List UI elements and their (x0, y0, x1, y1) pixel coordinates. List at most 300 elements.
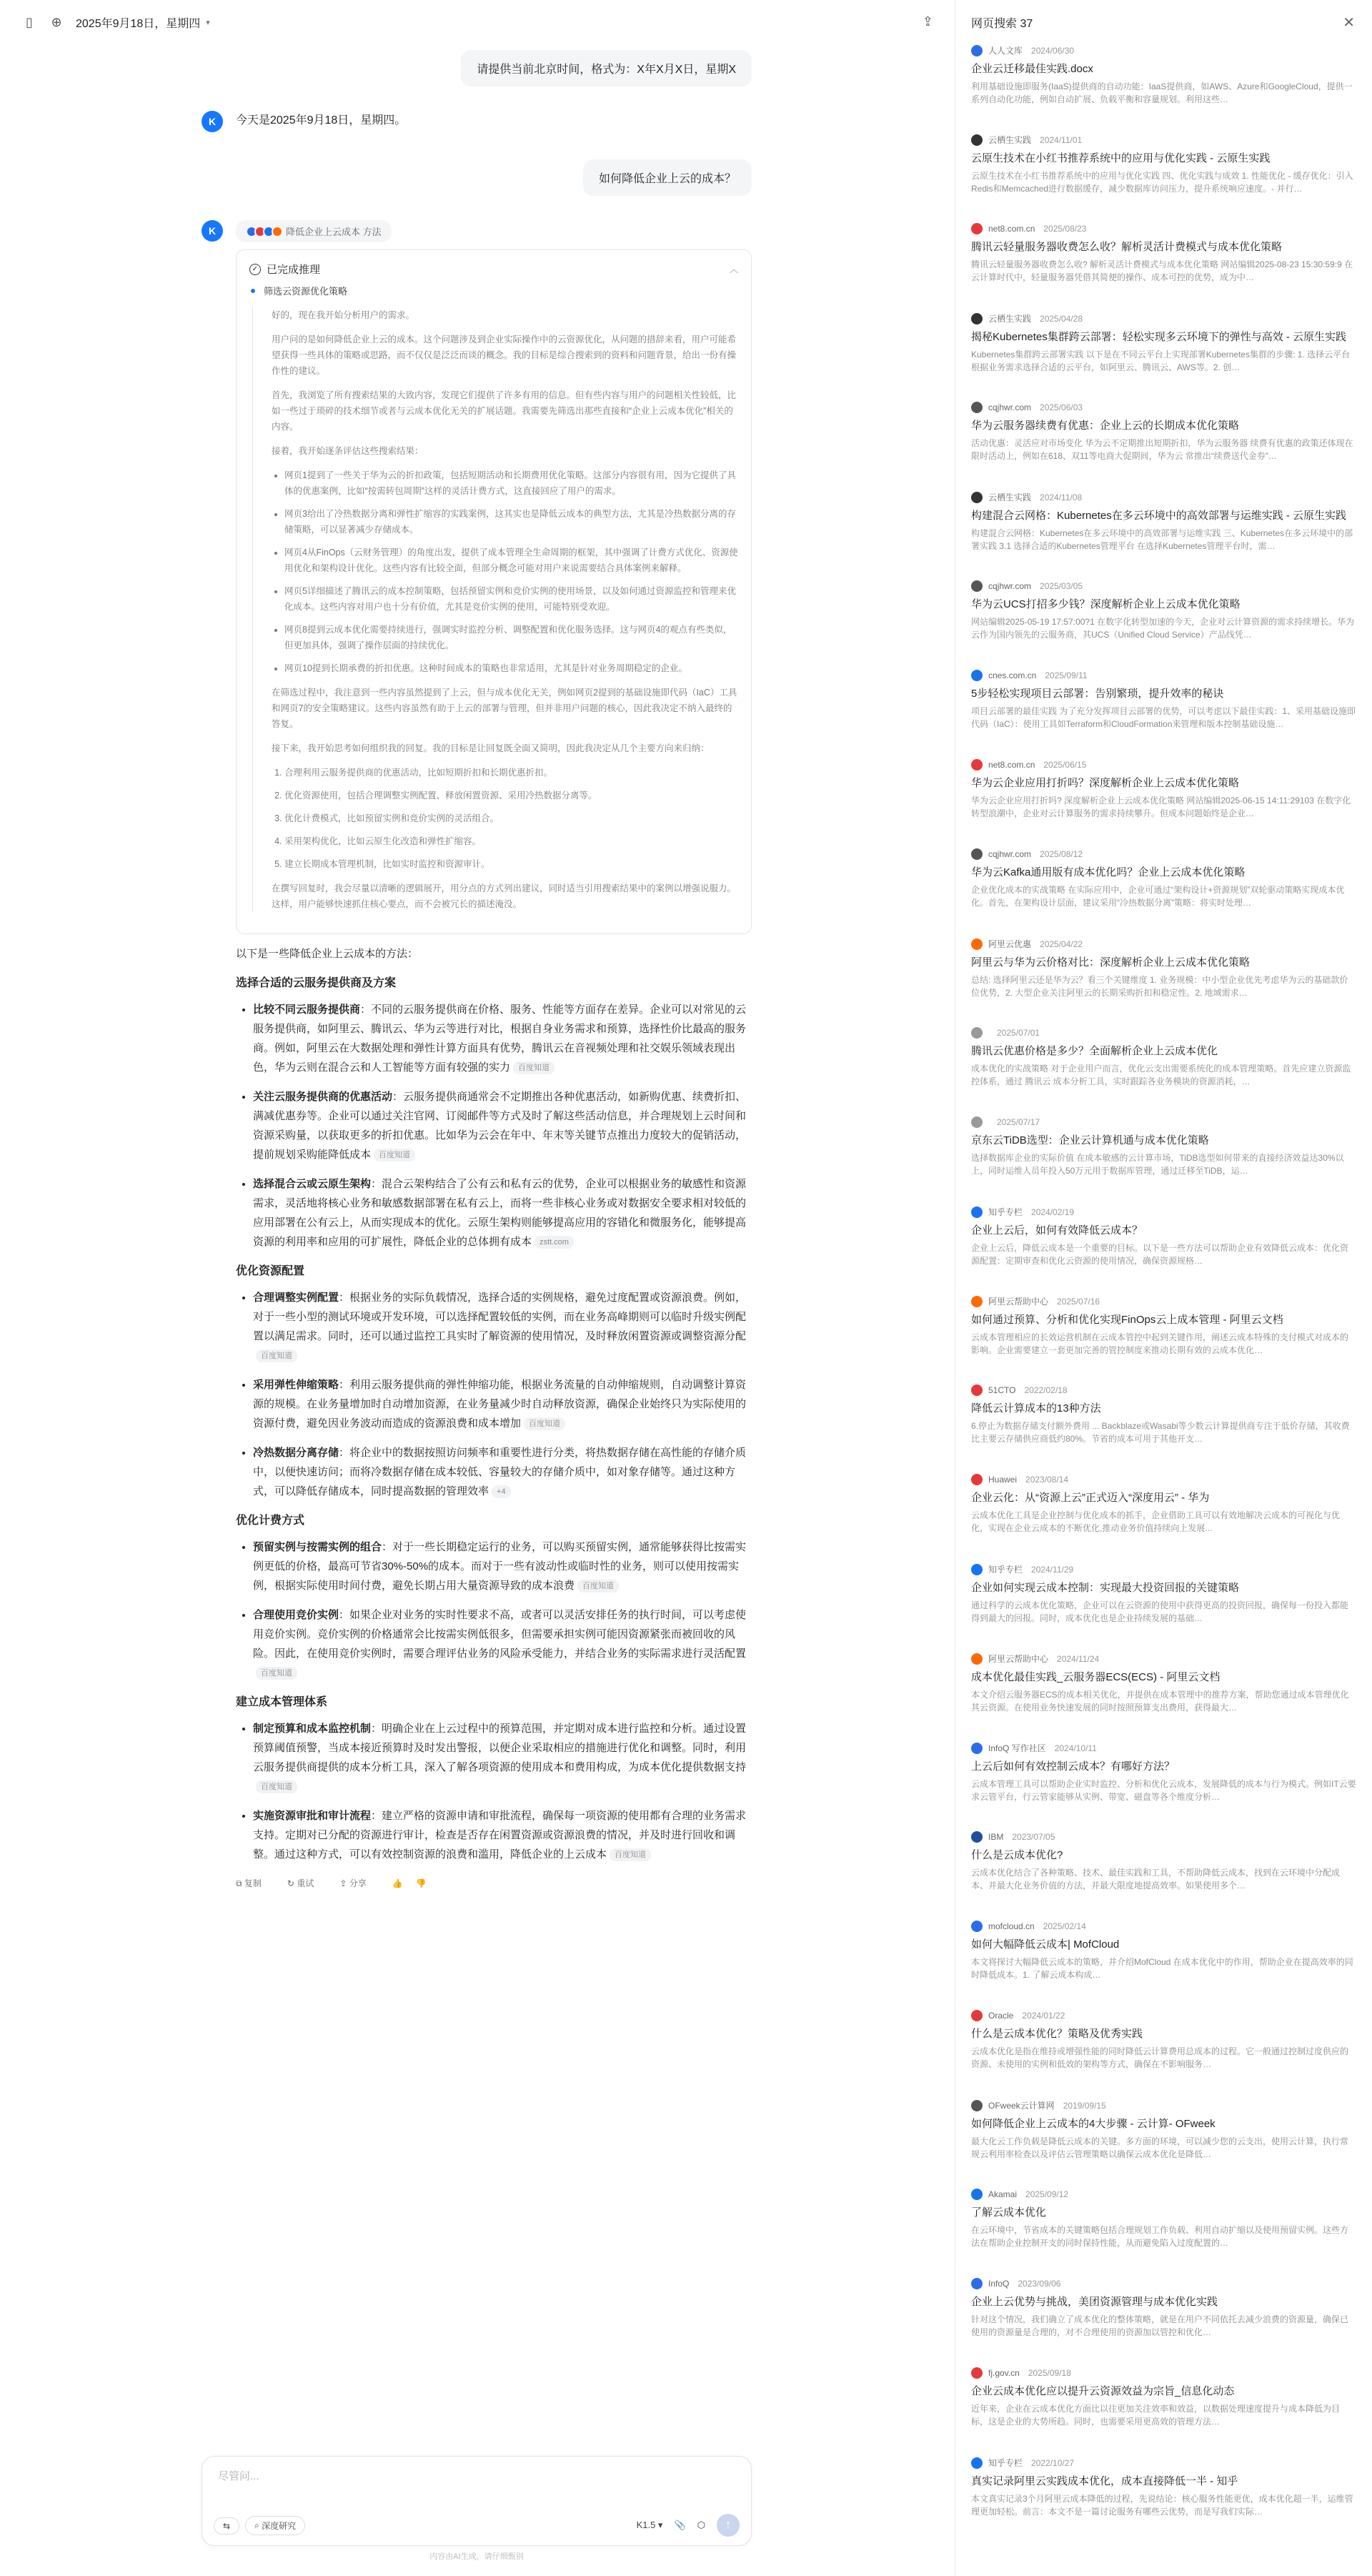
result-source: net8.com.cn (988, 760, 1035, 770)
result-snippet: Kubernetes集群跨云部署实践 以下是在不同云平台上实现部署Kubernetes集群的步骤: 1. 选择云平台 根据业务需求选择合适的云平台，如阿里云、腾讯云、AWS等。2. 创… (971, 350, 1351, 372)
result-title[interactable]: 企业云迁移最佳实践.docx (971, 63, 1093, 75)
search-result[interactable] (971, 1384, 1356, 1474)
site-favicon-icon (971, 1116, 983, 1128)
result-title[interactable]: 上云后如何有效控制云成本？有哪好方法？ (971, 1760, 1175, 1773)
site-favicon-icon (971, 1474, 983, 1485)
item-body: ：利用云服务提供商的弹性伸缩功能，根据业务流量的自动伸缩规则，自动调整计算资源的规模。在业务量增加时自动增加资源，在业务量减少时自动释放资源，确保企业始终只为实际使用的资源付费，避免因业务波动而造成的资源浪费和成本增加 (253, 1379, 747, 1430)
result-source-row (971, 1116, 1356, 1128)
assistant-text: 今天是2025年9月18日，星期四。 (236, 114, 407, 127)
citation-badge[interactable]: 百度知道 (374, 1149, 415, 1161)
result-snippet: 构建混合云网格：Kubernetes在多云环境中的高效部署与运维实践 三、Kubernetes在多云环境中的部署实践 3.1 选择合适的Kubernetes管理平台 在选择Kubernetes管理平台时，需… (971, 528, 1353, 551)
answer-item (253, 1087, 752, 1164)
search-result[interactable] (971, 1027, 1356, 1116)
result-title[interactable]: 如何大幅降低云成本| MofCloud (971, 1938, 1120, 1951)
result-source: cnes.com.cn (988, 670, 1037, 680)
chevron-down-icon[interactable]: ▾ (206, 18, 210, 27)
result-source-row (971, 312, 1356, 325)
reasoning-numbered-list (284, 765, 738, 872)
disclaimer: 内容由AI生成，请仔细甄别 (429, 2552, 524, 2561)
item-title: 比较不同云服务提供商 (253, 1004, 361, 1016)
site-favicon-icon (971, 1653, 983, 1665)
result-date: 2025/07/01 (997, 1028, 1040, 1038)
source-logos-icon (246, 226, 280, 237)
result-source-row (971, 759, 1356, 771)
reasoning-paragraph: 首先，我浏览了所有搜索结果的大致内容，发现它们提供了许多有用的信息。但有些内容与用户的问题相关性较低，比如一些过于琐碎的技术细节或者与云成本优化无关的扩展话题。我需要先筛选出那些直接和“企业上云成本优化”相关的内容。 (272, 390, 737, 432)
search-result[interactable] (971, 1921, 1356, 2010)
search-result[interactable] (971, 1474, 1356, 1563)
chevron-up-icon[interactable]: ︿ (729, 264, 738, 274)
user-message: 请提供当前北京时间，格式为：X年X月X日，星期X (461, 50, 752, 86)
search-result[interactable] (971, 134, 1356, 223)
citation-badge[interactable]: 百度知道 (610, 1848, 651, 1861)
result-date: 2024/01/22 (1022, 2011, 1065, 2021)
result-source-row (971, 402, 1356, 413)
thumbs-down-icon[interactable]: 👎 (415, 1878, 427, 1888)
item-body: ：根据业务的实际负载情况，选择合适的实例规格，避免过度配置或资源浪费。例如，对于一些小型的测试环境或开发环境，可以选择配置较低的实例，而在业务高峰期则可以临时升级实例配置以满足需求。同时，还可以通过监控工具实时了解资源的使用情况，及时释放闲置资源或调整资源分配 (253, 1292, 747, 1342)
search-result[interactable] (971, 402, 1356, 491)
result-date: 2025/06/03 (1040, 402, 1083, 412)
cube-icon[interactable]: ⬡ (697, 2520, 705, 2530)
site-favicon-icon (971, 1207, 983, 1218)
result-date: 2025/03/05 (1040, 581, 1083, 591)
result-title[interactable]: 什么是云成本优化？策略及优秀实践 (971, 2028, 1143, 2040)
sliders-icon: ⇆ (223, 2520, 231, 2531)
search-result[interactable] (971, 1295, 1356, 1384)
result-title[interactable]: 如何通过预算、分析和优化实现FinOps云上成本管理 - 阿里云文档 (971, 1314, 1283, 1326)
assistant-message (202, 111, 752, 131)
search-result[interactable] (971, 580, 1356, 670)
result-source-row (971, 1027, 1356, 1039)
item-body: ：建立严格的资源申请和审批流程，确保每一项资源的使用都有合理的业务需求支持。定期对已分配的资源进行审计，检查是否存在闲置资源或资源浪费的情况，并及时进行回收和调整。通过这种方式，可以有效控制资源的浪费和滥用，降低企业的上云成本 (253, 1810, 747, 1861)
result-source-row (971, 134, 1356, 146)
result-snippet: 最大化云工作负载是降低云成本的关键。多方面的环境，可以减少您的云支出，使用云计算，执行常规云利用率检查以及评估云管理策略以确保云成本优化是降低… (971, 2136, 1349, 2159)
result-title[interactable]: 企业云成本优化应以提升云资源效益为宗旨_信息化动态 (971, 2385, 1235, 2397)
reasoning-paragraph: 接着，我开始逐条评估这些搜索结果： (272, 446, 424, 456)
answer-item (253, 1806, 752, 1864)
citation-badge[interactable]: 百度知道 (256, 1349, 297, 1362)
result-date: 2025/09/11 (1045, 670, 1088, 680)
result-date: 2024/06/30 (1031, 45, 1075, 56)
result-title[interactable]: 京东云TiDB选型：企业云计算机通与成本优化策略 (971, 1134, 1209, 1146)
item-body: ：如果企业对业务的实时性要求不高，或者可以灵活安排任务的执行时间，可以考虑使用竞价实例。竞价实例的价格通常会比按需实例低很多，但需要承担实例可能因资源紧张而被回收的风险。因此，在使用竞价实例时，需要合理评估业务的风险承受能力，并结合业务的实际需求进行灵活配置 (253, 1609, 747, 1660)
site-favicon-icon (971, 45, 983, 56)
result-snippet: 腾讯云轻量服务器收费怎么收? 解析灵活计费模式与成本优化策略 网站编辑2025-08-23 15:30:59:9 在云计算时代中，轻量服务器凭借其简便的操作、成本可控的优势，成为中… (971, 259, 1353, 282)
answer (236, 944, 752, 1893)
share-button[interactable]: ⇪ 分享 (339, 1878, 367, 1888)
reasoning-paragraph: 在筛选过程中，我注意到一些内容虽然提到了上云，但与成本优化无关，例如网页2提到的基础设施即代码（IaC）工具和网页7的安全策略建议。这些内容虽然有助于上云的部署与管理，但并非用户问题的核心，因此我决定不纳入最终的答复。 (272, 688, 737, 729)
site-favicon-icon (971, 1743, 983, 1754)
reasoning-numbered-item: 5. 建立长期成本管理机制，比如实时监控和资源审计。 (284, 856, 738, 872)
share-icon[interactable]: ⇪ (922, 14, 933, 29)
sidebar-toggle-icon[interactable]: ▯ (26, 14, 33, 29)
result-snippet: 云成本优化是指在维持或增强性能的同时降低云计算费用总成本的过程。它一般通过控制过度供应的资源、未使用的实例和低效的架构等方式，确保在不影响服务… (971, 2046, 1349, 2069)
result-snippet: 近年来，企业在云成本优化方面比以往更加关注效率和效益，以数据处理速度提升与成本降低为目标，这是企业的大势所趋。同时，也需要采用更高效的管理方法… (971, 2404, 1341, 2427)
result-source: IBM (988, 1832, 1004, 1842)
result-snippet: 云成本优化工具是企业控制与优化成本的抓手，企业借助工具可以有效地解决云成本的可视化与优化，实现在企业云成本的不断优化,推动业务价值持续向上发展... (971, 1510, 1341, 1533)
result-date: 2025/08/12 (1040, 849, 1083, 859)
result-source-row (971, 1563, 1356, 1575)
result-source: 云栖生实践 (988, 314, 1032, 324)
item-title: 冷热数据分离存储 (253, 1447, 339, 1459)
reasoning-numbered-item: 3. 优化计费模式，比如预留实例和竞价实例的灵活组合。 (284, 811, 738, 826)
result-source: 云栖生实践 (988, 135, 1032, 145)
result-date: 2024/11/08 (1040, 492, 1083, 502)
item-title: 关注云服务提供商的优惠活动 (253, 1091, 393, 1103)
assistant-avatar: K (202, 111, 223, 132)
section-heading: 选择合适的云服务提供商及方案 (236, 977, 397, 989)
result-title[interactable]: 企业上云后，如何有效降低云成本？ (971, 1224, 1143, 1237)
thumbs-up-icon[interactable]: 👍 (392, 1878, 403, 1888)
reasoning-header[interactable] (249, 262, 738, 277)
result-snippet: 本文真实记录3个月阿里云成本降低的过程，先说结论：核心服务性能更优，成本优化超一半，运维管理更加轻松。前言：本文不是一篇讨论服务有哪些云优势，而是写我们实际… (971, 2494, 1353, 2517)
site-favicon-icon (971, 1564, 983, 1575)
result-title[interactable]: 如何降低企业上云成本的4大步骤 - 云计算- OFweek (971, 2118, 1216, 2130)
message-actions (236, 1874, 752, 1893)
result-title[interactable]: 揭秘Kubernetes集群跨云部署：轻松实现多云环境下的弹性与高效 - 云原生实践 (971, 331, 1347, 343)
result-title[interactable]: 企业上云优势与挑战，美团资源管理与成本优化实践 (971, 2296, 1218, 2308)
search-result[interactable] (971, 491, 1356, 580)
result-source: 知乎专栏 (988, 1207, 1023, 1217)
reasoning-step (251, 284, 738, 297)
result-title[interactable]: 真实记录阿里云实践成本优化，成本直接降低一半 - 知乎 (971, 2475, 1238, 2487)
result-snippet: 活动优惠：灵活应对市场变化 华为云不定期推出短期折扣，华为云服务器 续费有优惠的政策还体现在限时活动上，例如在618、双11等电商大促期间，华为云 常推出“续费送代金券”… (971, 438, 1353, 461)
check-icon: ✓ (249, 264, 261, 275)
result-source-row (971, 580, 1356, 592)
result-date: 2025/04/22 (1040, 938, 1083, 949)
attach-icon[interactable]: 📎 (674, 2520, 686, 2530)
search-result[interactable] (971, 312, 1356, 402)
site-favicon-icon (971, 580, 983, 592)
result-source-row (971, 2367, 1356, 2379)
result-snippet: 云成本管理工具可以帮助企业实时监控、分析和优化云成本，发展降低的成本与行为模式。例如IT云要求云管平台，行云管家能够从实例、带宽、磁盘等各个维度分析… (971, 1779, 1356, 1802)
result-source: OFweek云计算网 (988, 2101, 1055, 2111)
reasoning-bullet: • 网页4从FinOps（云财务管理）的角度出发，提供了成本管理全生命周期的框架，其中强调了计费方式优化、资源使用优化和架构设计优化。这些内容有比较全面，但部分概念可能对用户来说需要结合具体案例来解释。 (284, 545, 738, 576)
search-result[interactable] (971, 223, 1356, 312)
conversation (202, 50, 752, 1922)
step-dot-icon (251, 289, 255, 293)
result-date: 2019/09/15 (1063, 2100, 1106, 2111)
assistant-avatar: K (202, 220, 223, 242)
item-title: 选择混合云或云原生架构 (253, 1178, 372, 1190)
result-source: 知乎专栏 (988, 2458, 1023, 2468)
panel-header (955, 0, 1372, 44)
result-source-row (971, 2457, 1356, 2469)
result-source-row (971, 1921, 1356, 1932)
reasoning-title: 已完成推理 (267, 264, 321, 276)
search-result[interactable] (971, 938, 1356, 1027)
retry-button[interactable]: ↻ 重试 (287, 1878, 314, 1888)
site-favicon-icon (971, 2189, 983, 2200)
result-source-row (971, 1831, 1356, 1843)
reasoning-bullet: • 网页1提到了一些关于华为云的折扣政策，包括短期活动和长期费用优化策略。这部分内容很有用，因为它提供了具体的优惠案例，比如“按需转包周期”这样的灵活计费方式，这直接回应了用户的需求。 (284, 467, 738, 499)
result-source: Oracle (988, 2011, 1014, 2021)
user-message: 如何降低企业上云的成本？ (583, 159, 752, 196)
reasoning-bullet: • 网页5详细描述了腾讯云的成本控制策略，包括预留实例和竞价实例的使用场景，以及如何通过资源监控和管理来优化成本。这些内容对用户也十分有价值，尤其是竞价实例的使用，可能特别受欢迎。 (284, 583, 738, 615)
result-snippet: 成本优化的实战策略 对于企业用户而言，优化云支出需要系统化的成本管理策略。首先应建立资源监控体系，通过 腾讯云 成本分析工具，实时跟踪各业务模块的资源消耗，… (971, 1064, 1351, 1086)
result-title[interactable]: 云原生技术在小红书推荐系统中的应用与优化实践 - 云原生实践 (971, 152, 1271, 164)
item-title: 预留实例与按需实例的组合 (253, 1541, 382, 1553)
answer-intro: 以下是一些降低企业上云成本的方法： (236, 948, 419, 960)
item-body: ：对于一些长期稳定运行的业务，可以购买预留实例，通常能够获得比按需实例更低的价格，最高可节省30%-50%的成本。而对于一些有波动性或临时性的业务，则可以使用按需实例，根据实际使用时间付费，避免长期占用大量资源导致的成本浪费 (253, 1541, 747, 1592)
result-title[interactable]: 华为云Kafka通用版有成本优化吗？企业上云成本优化策略 (971, 866, 1246, 878)
result-date: 2024/02/19 (1031, 1207, 1075, 1217)
composer-tools (214, 2516, 311, 2535)
result-source: InfoQ (988, 2279, 1010, 2289)
result-source: fj.gov.cn (988, 2368, 1020, 2378)
site-favicon-icon (971, 1384, 983, 1396)
answer-item (253, 1443, 752, 1501)
reasoning-bullet: • 网页8提到云成本优化需要持续进行，强调实时监控分析、调整配置和优化服务选择。这与网页4的观点有些类似，但更加具体，强调了操作层面的持续优化。 (284, 622, 738, 653)
reasoning-bullet: • 网页3给出了冷热数据分离和弹性扩缩容的实践案例，这其实也是降低云成本的典型方法，尤其是冷热数据分离的存储策略，可以显著减少存储成本。 (284, 506, 738, 538)
result-source-row (971, 1295, 1356, 1307)
section-list (253, 1000, 752, 1252)
result-source-row (971, 848, 1356, 860)
answer-item (253, 1375, 752, 1433)
result-source-row (971, 1206, 1356, 1218)
result-date: 2024/10/11 (1054, 1743, 1097, 1753)
result-date: 2025/07/17 (997, 1117, 1040, 1127)
result-title[interactable]: 了解云成本优化 (971, 2206, 1047, 2219)
result-source: mofcloud.cn (988, 1921, 1035, 1931)
result-source-row (971, 1742, 1356, 1754)
result-source: Akamai (988, 2189, 1018, 2199)
result-source-row (971, 44, 1356, 56)
search-result[interactable] (971, 2010, 1356, 2099)
site-favicon-icon (971, 223, 983, 234)
reasoning-numbered-item: 1. 合理利用云服务提供商的优惠活动，比如短期折扣和长期优惠折扣。 (284, 765, 738, 781)
result-source: cqjhwr.com (988, 849, 1032, 859)
result-source: 云栖生实践 (988, 492, 1032, 502)
item-title: 合理使用竞价实例 (253, 1609, 339, 1621)
result-title[interactable]: 腾讯云优惠价格是多少？全面解析企业上云成本优化 (971, 1045, 1218, 1057)
item-title: 采用弹性伸缩策略 (253, 1379, 339, 1391)
section-heading: 建立成本管理体系 (236, 1696, 328, 1708)
result-snippet: 通过科学的云成本优化策略，企业可以在云资源的使用中获得更高的投资回报，确保每一份投入都能得到最大的回报。同时，成本优化也是企业持续发展的基础… (971, 1600, 1349, 1623)
search-result[interactable] (971, 1831, 1356, 1921)
section-list (253, 1537, 752, 1683)
result-title[interactable]: 华为云UCS打招多少钱？深度解析企业上云成本优化策略 (971, 598, 1241, 610)
search-result[interactable] (971, 44, 1356, 134)
send-button[interactable]: ↑ (717, 2514, 740, 2537)
result-source: 人人文库 (988, 46, 1023, 56)
search-result[interactable] (971, 670, 1356, 759)
message-input[interactable]: 尽管问... (218, 2470, 259, 2482)
site-favicon-icon (971, 1027, 983, 1039)
result-title[interactable]: 构建混合云网格：Kubernetes在多云环境中的高效部署与运维实践 - 云原生实践 (971, 510, 1347, 522)
item-body: ：云服务提供商通常会不定期推出各种优惠活动，如新购优惠、续费折扣、满减优惠券等。企业可以通过关注官网、订阅邮件等方式及时了解这些活动信息，并合理规划上云时间和资源采购量，以获取更多的折扣优惠。比如华为云会在年中、年末等关键节点推出力度较大的促销活动，提前规划采购能降低成本 (253, 1091, 747, 1161)
reasoning-bullet: • 网页10提到长期承费的折扣优惠。这种时间成本的策略也非常适用，尤其是针对业务周期稳定的企业。 (284, 660, 738, 676)
result-date: 2025/06/15 (1043, 760, 1087, 770)
result-snippet: 6.停止为数据存储支付额外费用 ... Backblaze或Wasabi等少数云计算提供商专注于低价存储，其收费比主要云存储供应商低约80%。节省的成本可用于其他开支… (971, 1421, 1350, 1444)
result-source: Huawei (988, 1475, 1018, 1485)
citation-badge[interactable]: +4 (492, 1485, 511, 1498)
result-date: 2023/07/05 (1012, 1832, 1055, 1842)
result-date: 2024/11/29 (1031, 1564, 1074, 1575)
answer-item (253, 1605, 752, 1683)
reasoning-bullets (284, 467, 738, 676)
item-body: ：不同的云服务提供商在价格、服务、性能等方面存在差异。企业可以对常见的云服务提供商，如阿里云、腾讯云、华为云等进行对比，根据自身业务需求和预算，选择性价比最高的服务商。例如，阿里云在大数据处理和弹性计算方面具有优势，腾讯云在音视频处理和社交娱乐领域表现出色，华为云则在混合云和人工智能等方面有较强的实力 (253, 1004, 747, 1074)
result-snippet: 项目云部署的最佳实践 为了充分发挥项目云部署的优势，可以考虑以下最佳实践：1、采用基础设施即代码（IaC）：使用工具如Terraform和CloudFormation来管理和版本控制基础设施… (971, 706, 1356, 729)
result-snippet: 利用基础设施即服务(IaaS)提供商的自动功能：IaaS提供商，如AWS、Azure和GoogleCloud，提供一系列自动化功能，例如自动扩展、负载平衡和容量规划。利用这些… (971, 81, 1353, 104)
site-favicon-icon (971, 2010, 983, 2021)
result-title[interactable]: 阿里云与华为云价格对比：深度解析企业上云成本优化策略 (971, 956, 1251, 969)
search-result[interactable] (971, 759, 1356, 848)
reasoning-paragraph: 好的，现在我开始分析用户的需求。 (272, 310, 415, 320)
search-result[interactable] (971, 1653, 1356, 1742)
reasoning-paragraph: 用户问的是如何降低企业上云的成本。这个问题涉及到企业实际操作中的云资源优化，从问题的措辞来看，用户可能希望获得一些具体的策略或思路，而不仅仅是泛泛而谈的概念。我的目标是综合搜索到的资料和问题背景，给出一份有操作性的建议。 (272, 335, 737, 376)
site-favicon-icon (971, 2367, 983, 2379)
result-snippet: 云成本管理相应的长效运营机制在云成本管控中起到关键作用，阐述云成本特殊的支付模式对成本的影响。企业需要建立一套更加完善的管控制度来推动长期有效的云成本优化… (971, 1332, 1349, 1355)
item-title: 实施资源审批和审计流程 (253, 1810, 372, 1822)
search-result[interactable] (971, 2367, 1356, 2457)
result-source-row (971, 1474, 1356, 1485)
site-favicon-icon (971, 938, 983, 950)
reasoning-body (252, 307, 738, 912)
result-source: 知乎专栏 (988, 1565, 1023, 1575)
search-result[interactable] (971, 1206, 1356, 1295)
result-date: 2022/02/18 (1024, 1385, 1068, 1395)
result-source-row (971, 1653, 1356, 1665)
citation-badge[interactable]: 百度知道 (524, 1417, 565, 1430)
panel-title: 网页搜索 37 (971, 17, 1033, 30)
result-source-row (971, 938, 1356, 950)
result-date: 2025/09/12 (1025, 2189, 1069, 2199)
reasoning-step-label: 筛选云资源优化策略 (264, 286, 348, 297)
answer-item (253, 1000, 752, 1077)
citation-badge[interactable]: 百度知道 (256, 1780, 297, 1793)
model-selector[interactable]: K1.5 ▾ (636, 2520, 663, 2530)
search-result[interactable] (971, 2099, 1356, 2189)
assistant-message (202, 220, 752, 1893)
composer (202, 2456, 752, 2546)
tools-toggle-button[interactable] (214, 2517, 239, 2535)
result-source: 51CTO (988, 1385, 1016, 1395)
result-source-row (971, 1384, 1356, 1396)
search-results-panel (955, 0, 1372, 2576)
reasoning-paragraph: 接下来，我开始思考如何组织我的回复。我的目标是让回复既全面又简明，因此我决定从几个主要方向来归纳： (272, 743, 710, 753)
site-favicon-icon (971, 402, 983, 413)
reasoning-numbered-item: 4. 采用架构优化，比如云原生化改造和弹性扩缩容。 (284, 833, 738, 849)
search-result[interactable] (971, 2457, 1356, 2546)
answer-item (253, 1537, 752, 1595)
result-title[interactable]: 华为云企业应用打折吗？深度解析企业上云成本优化策略 (971, 777, 1240, 789)
citation-badge[interactable]: 百度知道 (577, 1580, 619, 1592)
search-chip[interactable] (236, 220, 392, 242)
result-date: 2022/10/27 (1031, 2457, 1075, 2468)
result-source: cqjhwr.com (988, 402, 1032, 412)
result-snippet: 本文介绍云服务器ECS的成本相关优化，并提供在成本管理中的推荐方案，帮助您通过成本管理优化其云资源。在使用业务快速发展的同时按照预算支出费用，获得最大… (971, 1690, 1349, 1713)
result-source-row (971, 2278, 1356, 2289)
result-source: net8.com.cn (988, 224, 1035, 234)
result-snippet: 总结: 选择阿里云还是华为云？看三个关键维度 1. 业务规模：中小型企业优先考虑华为云的基础款价位优势，2. 大型企业关注阿里云的长期采购折扣和稳定性。2. 地域需求… (971, 975, 1348, 998)
deep-research-label: 深度研究 (262, 2521, 297, 2531)
result-snippet: 企业优化成本的实战策略 在实际应用中，企业可通过“架构设计+资源规划”双轮驱动策略实现成本优化。首先，在架构设计层面，建议采用“冷热数据分离”策略：将实时处理… (971, 885, 1345, 908)
search-result[interactable] (971, 1563, 1356, 1653)
result-source-row (971, 2189, 1356, 2200)
result-source: cqjhwr.com (988, 581, 1032, 591)
search-result[interactable] (971, 848, 1356, 938)
result-title[interactable]: 成本优化最佳实践_云服务器ECS(ECS) - 阿里云文档 (971, 1671, 1221, 1683)
item-body: ：明确企业在上云过程中的预算范围，并定期对成本进行监控和分析。通过设置预算阈值预警，当成本接近预算时及时发出警报，以便企业采取相应的措施进行优化和调整。同时，利用云服务提供商提供的成本分析工具，深入了解各项资源的使用成本和费用构成，为成本优化提供数据支持 (253, 1723, 747, 1773)
chat-topbar (0, 0, 955, 44)
result-source: InfoQ 写作社区 (988, 1743, 1046, 1753)
result-date: 2025/08/23 (1043, 224, 1087, 234)
close-icon[interactable]: ✕ (1343, 14, 1355, 31)
site-favicon-icon (971, 1296, 983, 1307)
new-chat-icon[interactable]: ⊕ (51, 14, 62, 29)
site-favicon-icon (971, 134, 983, 146)
citation-badge[interactable]: 百度知道 (256, 1667, 297, 1680)
site-favicon-icon (971, 670, 983, 681)
section-list (253, 1719, 752, 1864)
site-favicon-icon (971, 313, 983, 325)
result-source: 阿里云帮助中心 (988, 1654, 1049, 1664)
result-date: 2025/04/28 (1040, 313, 1083, 324)
deep-research-button[interactable] (245, 2516, 305, 2535)
result-snippet: 云成本优化结合了各种策略、技术、最佳实践和工具，不帮助降低云成本，找到在云环境中分配成本、并最大化业务价值的方法，并最大限度地提高效率。如果使用多个… (971, 1868, 1341, 1891)
answer-item (253, 1174, 752, 1252)
site-favicon-icon (971, 2457, 983, 2469)
result-date: 2025/09/18 (1028, 2368, 1071, 2378)
site-favicon-icon (971, 1831, 983, 1843)
result-source-row (971, 491, 1356, 503)
site-favicon-icon (971, 2278, 983, 2289)
result-snippet: 选择数据库企业的实际价值 在成本敏感的云计算市场，TiDB选型如何带来的直接经济效益达30%以上，同时运维人员年投入50万元用于数据库管理，通过迁移至TiDB，运… (971, 1153, 1344, 1176)
result-snippet: 企业上云后，降低云成本是一个重要的目标。以下是一些方法可以帮助企业有效降低云成本：优化资源配置：定期审查和优化云资源的使用情况，确保资源规格… (971, 1243, 1349, 1266)
copy-button[interactable]: ⧉ 复制 (236, 1878, 262, 1888)
section-list (253, 1288, 752, 1501)
site-favicon-icon (971, 492, 983, 503)
section-heading: 优化资源配置 (236, 1265, 305, 1277)
reasoning-paragraph: 在撰写回复时，我会尽量以清晰的逻辑展开，用分点的方式列出建议，同时适当引用搜索结果中的案例以增强说服力。这样，用户能够快速抓住核心要点，而不会被冗长的描述淹没。 (272, 883, 737, 909)
result-title[interactable]: 腾讯云轻量服务器收费怎么收？解析灵活计费模式与成本优化策略 (971, 241, 1283, 253)
citation-badge[interactable]: 百度知道 (513, 1061, 555, 1074)
item-body: ：混合云架构结合了公有云和私有云的优势，企业可以根据业务的敏感性和资源需求，灵活地将核心业务和敏感数据部署在私有云上，而将一些非核心业务或对数据安全要求相对较低的应用部署在公有云上，从而实现成本的优化。云原生架构则能够提高应用的容错化和微服务化，能够提高资源的利用率和应用的可扩展性，降低企业的总体拥有成本 (253, 1178, 747, 1248)
result-date: 2025/02/14 (1043, 1921, 1086, 1931)
result-date: 2023/09/06 (1018, 2279, 1061, 2289)
conversation-title[interactable]: 2025年9月18日，星期四 (76, 17, 201, 30)
citation-badge[interactable]: zstt.com (535, 1236, 574, 1249)
result-title[interactable]: 企业云化：从“资源上云”正式迈入“深度用云” - 华为 (971, 1492, 1210, 1504)
site-favicon-icon (971, 848, 983, 860)
result-date: 2024/11/24 (1057, 1653, 1100, 1664)
result-snippet: 云原生技术在小红书推荐系统中的应用与优化实践 四、优化实践与成效 1. 性能优化 - 缓存优化：引入Redis和Memcached进行数据缓存，减少数据库访问压力，提升系统响应速度。- 并行… (971, 171, 1353, 194)
result-snippet: 网站编辑2025-05-19 17:57:00?1 在数字化转型加速的今天，企业对云计算资源的需求持续增长。华为云作为国内领先的云服务商，其UCS（Unified Cloud Service）产品线凭… (971, 617, 1355, 640)
section-heading: 优化计费方式 (236, 1515, 305, 1527)
site-favicon-icon (971, 759, 983, 771)
result-snippet: 针对这个情况，我们确立了成本优化的整体策略，就是在用户不同依托去减少浪费的资源量，确保已使用的资源量是合理的，对不合理使用的资源加以管控和优化… (971, 2314, 1349, 2337)
result-date: 2025/07/16 (1057, 1296, 1100, 1307)
deep-research-icon: ⌕ (254, 2520, 262, 2530)
composer-right (614, 2514, 740, 2537)
item-title: 合理调整实例配置 (253, 1292, 339, 1304)
search-result[interactable] (971, 2278, 1356, 2367)
result-source: 阿里云帮助中心 (988, 1297, 1049, 1307)
search-result[interactable] (971, 1116, 1356, 1206)
result-snippet: 在云环境中，节省成本的关键策略包括合理规划工作负载、利用自动扩缩以及使用预留实例。这些方法在帮助企业控制开支的同时保持性能，从而避免陷入过度配置的… (971, 2225, 1349, 2248)
result-snippet: 华为云企业应用打折吗? 深度解析企业上云成本优化策略 网站编辑2025-06-15 14:11:29103 在数字化转型浪潮中，企业对云计算服务的需求持续攀升。但成本问题始终是企业… (971, 796, 1351, 818)
result-title[interactable]: 华为云服务器续费有优惠：企业上云的长期成本优化策略 (971, 420, 1240, 432)
result-title[interactable]: 什么是云成本优化? (971, 1849, 1063, 1861)
model-label: K1.5 (636, 2520, 656, 2530)
result-title[interactable]: 5步轻松实现项目云部署：告别繁琐，提升效率的秘诀 (971, 688, 1224, 700)
result-title[interactable]: 企业如何实现云成本控制：实现最大投资回报的关键策略 (971, 1582, 1240, 1594)
item-title: 制定预算和成本监控机制 (253, 1723, 372, 1735)
search-result[interactable] (971, 1742, 1356, 1831)
result-snippet: 本文将探讨大幅降低云成本的策略，并介绍MofCloud 在成本优化中的作用，帮助企业在提高效率的同时降低成本。1. 了解云成本构成… (971, 1957, 1353, 1980)
search-result[interactable] (971, 2189, 1356, 2278)
result-title[interactable]: 降低云计算成本的13种方法 (971, 1402, 1101, 1415)
